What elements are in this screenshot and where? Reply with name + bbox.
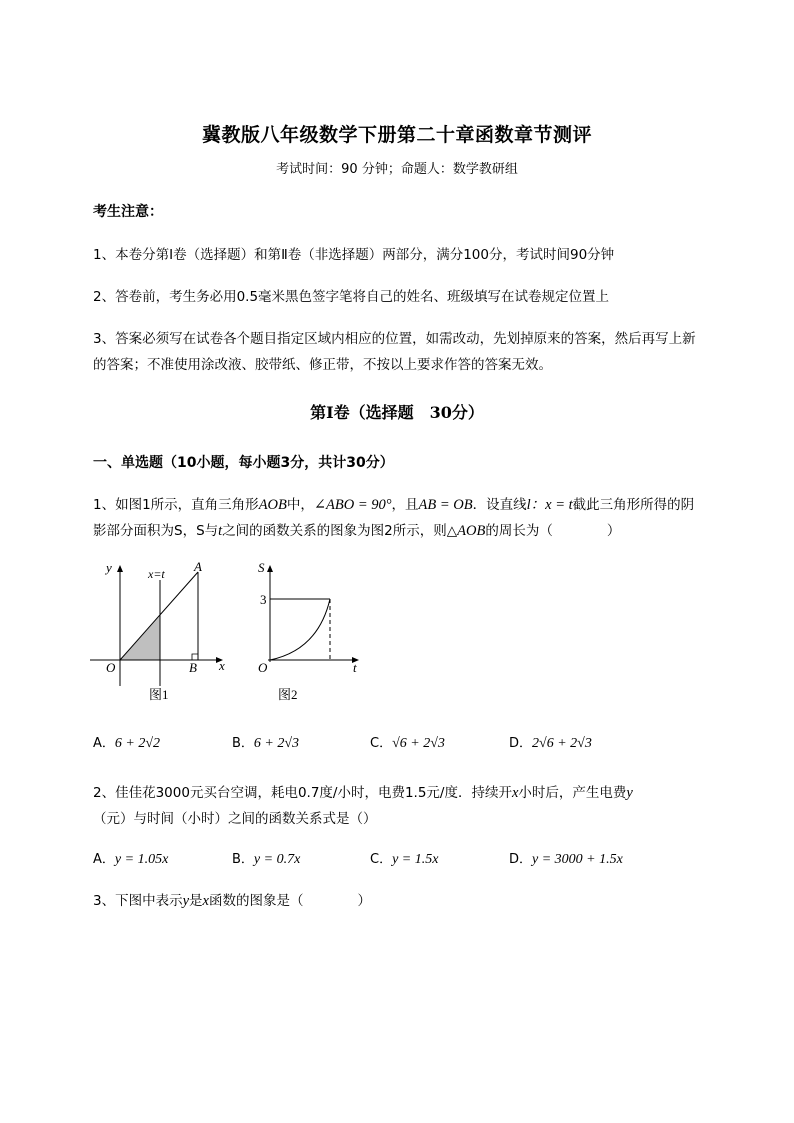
q1-option-d[interactable]: D．2√6 + 2√3 [509,736,592,751]
q2-line-2: （元）与时间（小时）之间的函数关系式是（） [93,811,377,827]
figure-1 [88,558,238,706]
q1-option-c[interactable]: C．√6 + 2√3 [370,736,445,751]
s-curve [270,599,330,660]
figure-2 [248,558,373,706]
part-title: 一、单选题（10小题，每小题3分，共计30分） [93,455,394,471]
q1-line-2: 影部分面积为S，S与t之间的函数关系的图象为图2所示，则△AOB的周长为（ ） [93,523,621,539]
notice-item-1: 1、本卷分第Ⅰ卷（选择题）和第Ⅱ卷（非选择题）两部分，满分100分，考试时间90分钟 [93,247,615,263]
fig2-o-label: O [258,660,268,675]
section-title: 第Ⅰ卷（选择题 30分） [310,403,484,422]
q3-line: 3、下图中表示y是x函数的图象是（ ） [93,893,371,909]
page-title: 冀教版八年级数学下册第二十章函数章节测评 [201,124,592,146]
fig1-x-label: x [219,658,225,673]
fig1-o-label: O [106,660,116,675]
notice-heading: 考生注意： [93,204,163,220]
q2-option-c[interactable]: C．y = 1.5x [370,852,439,867]
fig1-a-label: A [194,559,202,574]
fig1-caption: 图1 [149,687,169,702]
fig1-line-label: x=t [148,567,165,581]
fig2-s-label: S [258,560,265,575]
fig2-three-label: 3 [260,592,267,607]
q2-line-1: 2、佳佳花3000元买台空调，耗电0.7度/小时，电费1.5元/度．持续开x小时后，产生电费y [93,785,633,801]
fig2-t-label: t [353,660,357,675]
q2-option-d[interactable]: D．y = 3000 + 1.5x [509,852,623,867]
q1-option-b[interactable]: B．6 + 2√3 [232,736,300,751]
q1-option-a[interactable]: A．6 + 2√2 [93,736,161,751]
q2-option-b[interactable]: B．y = 0.7x [232,852,301,867]
fig2-caption: 图2 [278,687,298,702]
q1-line-1: 1、如图1所示，直角三角形AOB中，∠ABO = 90°，且AB = OB．设直线l：x = t截此三角形所得的阴 [93,497,695,513]
fig1-y-label: y [106,560,112,575]
notice-item-3-line-2: 的答案；不准使用涂改液、胶带纸、修正带，不按以上要求作答的答案无效。 [93,357,552,373]
notice-item-3-line-1: 3、答案必须写在试卷各个题目指定区域内相应的位置，如需改动，先划掉原来的答案，然后再写上新 [93,331,696,347]
exam-info: 考试时间：90 分钟；命题人：数学教研组 [276,162,518,177]
notice-item-2: 2、答卷前，考生务必用0.5毫米黑色签字笔将自己的姓名、班级填写在试卷规定位置上 [93,289,610,305]
fig1-b-label: B [189,660,197,675]
q2-option-a[interactable]: A．y = 1.05x [93,852,169,867]
